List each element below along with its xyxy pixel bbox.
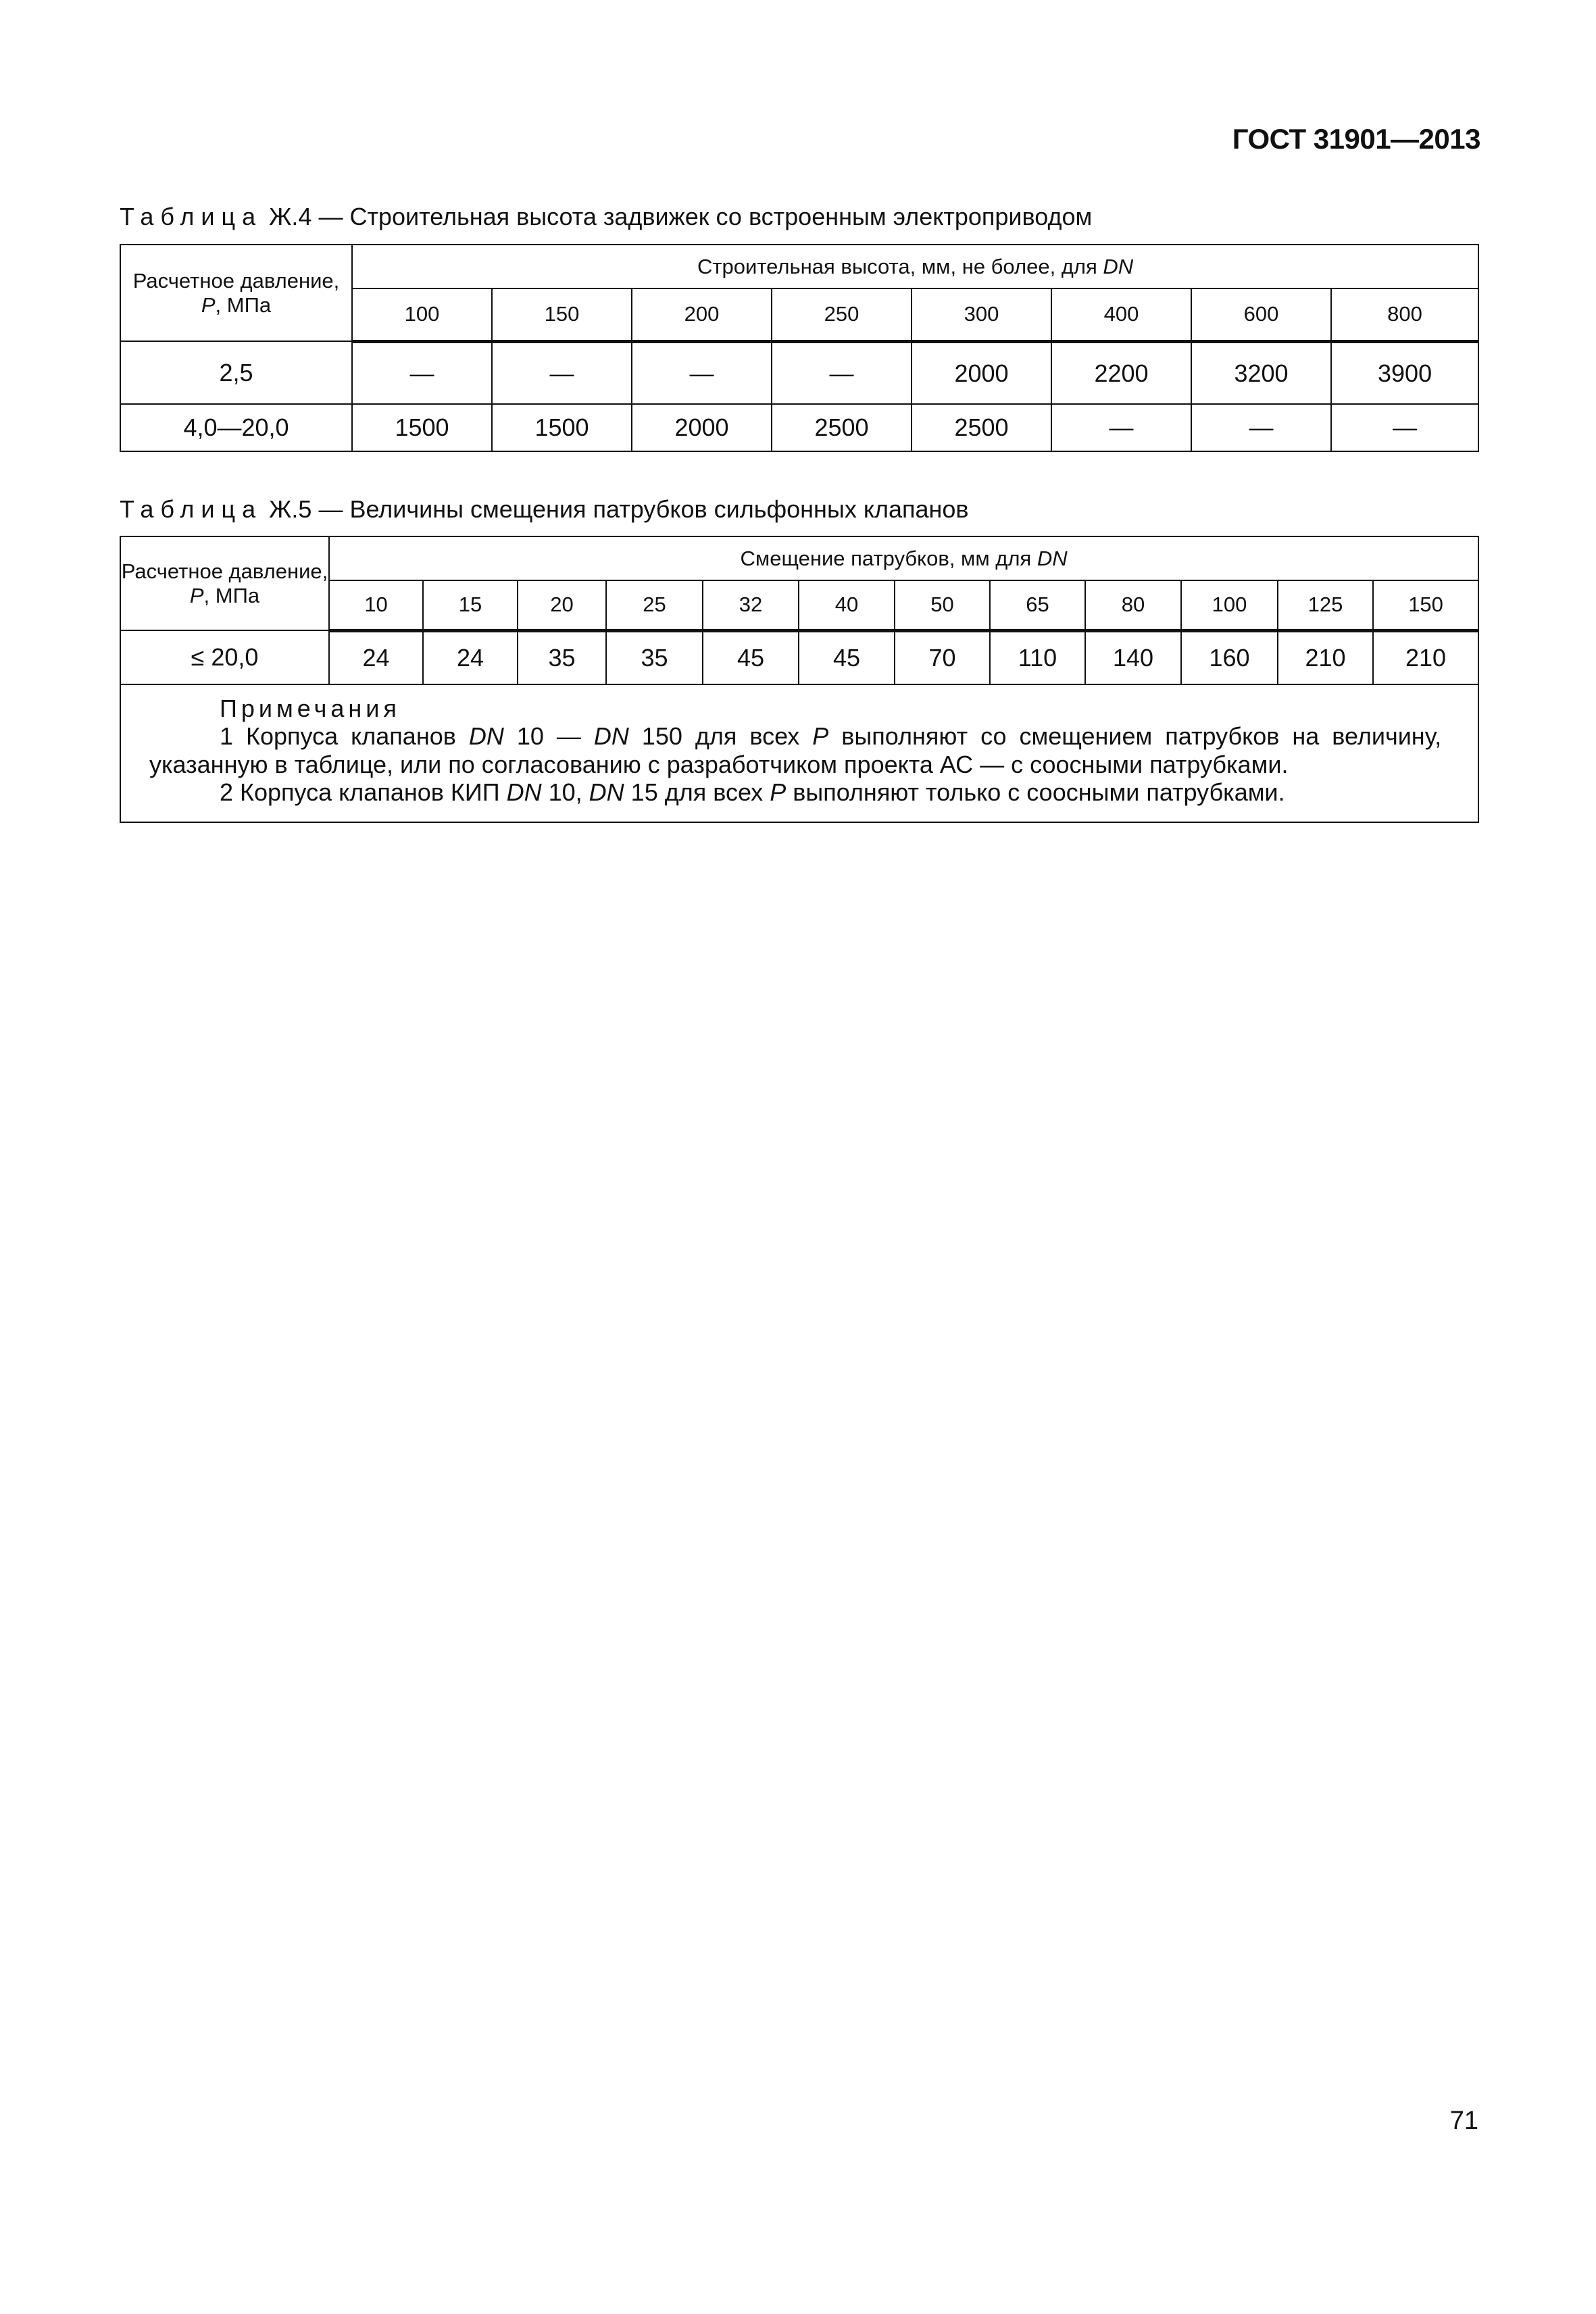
table5-notes: [120, 684, 1478, 822]
table5-value-cell: 160: [1181, 630, 1278, 684]
table4-pressure-cell: 2,5: [120, 341, 352, 404]
table5-value-cell: 24: [423, 630, 518, 684]
table4-value-cell: 2500: [772, 404, 912, 451]
table5-dn-65: 65: [990, 580, 1085, 630]
page-number: 71: [1449, 2107, 1478, 2135]
table4-value-cell: —: [1191, 404, 1331, 451]
table4-value-cell: 3200: [1191, 341, 1331, 404]
document-code: ГОСТ 31901—2013: [1232, 123, 1480, 155]
table5-caption-word: Таблица: [120, 495, 263, 523]
table4-value-cell: 3900: [1331, 341, 1478, 404]
table5-dn-80: 80: [1085, 580, 1181, 630]
table5-caption: [120, 495, 969, 524]
table4-dn-200: 200: [632, 288, 772, 341]
table4-value-cell: 2000: [912, 341, 1051, 404]
table4-value-cell: 1500: [492, 404, 632, 451]
note-2: 2 Корпуса клапанов КИП DN 10, DN 15 для всех P выполняют только с соосными патрубками.: [220, 778, 1285, 807]
table4-dn-250: 250: [772, 288, 912, 341]
table5-dn-32: 32: [703, 580, 799, 630]
table5-dn-40: 40: [799, 580, 895, 630]
table4-row: [120, 404, 1478, 451]
table4-pressure-cell: 4,0—20,0: [120, 404, 352, 451]
table5-value-cell: 35: [606, 630, 703, 684]
table5-dn-15: 15: [423, 580, 518, 630]
notes-title: Примечания: [220, 695, 401, 722]
table5-group-header: [329, 536, 1478, 580]
table5-dn-20: 20: [518, 580, 606, 630]
table5-value-cell: 24: [329, 630, 423, 684]
table4-dn-600: 600: [1191, 288, 1331, 341]
table5-value-cell: 70: [895, 630, 990, 684]
table5-row: [120, 630, 1478, 684]
table4-dn-800: 800: [1331, 288, 1478, 341]
table5-dn-25: 25: [606, 580, 703, 630]
table5-value-cell: 45: [799, 630, 895, 684]
table5-param-header: [120, 536, 329, 630]
table4-dn-150: 150: [492, 288, 632, 341]
table4-value-cell: —: [492, 341, 632, 404]
table5-param-label: Расчетное давление, P, МПа: [121, 559, 328, 607]
table4-value-cell: 2200: [1051, 341, 1191, 404]
table4-param-label: Расчетное давление, P, МПа: [132, 268, 340, 317]
table4-value-cell: —: [632, 341, 772, 404]
table4: [120, 244, 1479, 452]
table4-value-cell: —: [1331, 404, 1478, 451]
table4-dn-300: 300: [912, 288, 1051, 341]
table4-caption-word: Таблица: [120, 203, 263, 230]
table4-param-header: [120, 245, 352, 341]
table5-value-cell: 210: [1278, 630, 1373, 684]
table4-row: [120, 341, 1478, 404]
table5-value-cell: 210: [1373, 630, 1478, 684]
table5-value-cell: 45: [703, 630, 799, 684]
table4-value-cell: —: [352, 341, 492, 404]
table5-group-label: Смещение патрубков, мм для DN: [740, 546, 1068, 570]
table4-value-cell: —: [1051, 404, 1191, 451]
table4-value-cell: 2500: [912, 404, 1051, 451]
table5-value-cell: 110: [990, 630, 1085, 684]
table4-caption-text: Ж.4 — Строительная высота задвижек со встроенным электроприводом: [269, 203, 1093, 230]
table4-caption: [120, 203, 1092, 231]
table4-group-header: [352, 245, 1478, 288]
table5-caption-text: Ж.5 — Величины смещения патрубков сильфонных клапанов: [269, 495, 969, 523]
table5-dn-150: 150: [1373, 580, 1478, 630]
table5-value-cell: 140: [1085, 630, 1181, 684]
table5-dn-10: 10: [329, 580, 423, 630]
table5-pressure-cell: ≤ 20,0: [120, 630, 329, 684]
table5-dn-100: 100: [1181, 580, 1278, 630]
table5-notes-row: [120, 684, 1478, 822]
table5-value-cell: 35: [518, 630, 606, 684]
table4-value-cell: 1500: [352, 404, 492, 451]
note-1: 1 Корпуса клапанов DN 10 — DN 150 для всех P выполняют со смещением патрубков на величину, указанную в таблице, или по согласованию с разработчиком проекта АС — с соосными патрубками.: [149, 722, 1442, 778]
table4-value-cell: —: [772, 341, 912, 404]
table4-dn-100: 100: [352, 288, 492, 341]
table4-dn-400: 400: [1051, 288, 1191, 341]
table5-dn-125: 125: [1278, 580, 1373, 630]
table5-dn-50: 50: [895, 580, 990, 630]
table5: [120, 536, 1479, 823]
table4-value-cell: 2000: [632, 404, 772, 451]
table4-group-label: Строительная высота, мм, не более, для DN: [697, 254, 1134, 278]
